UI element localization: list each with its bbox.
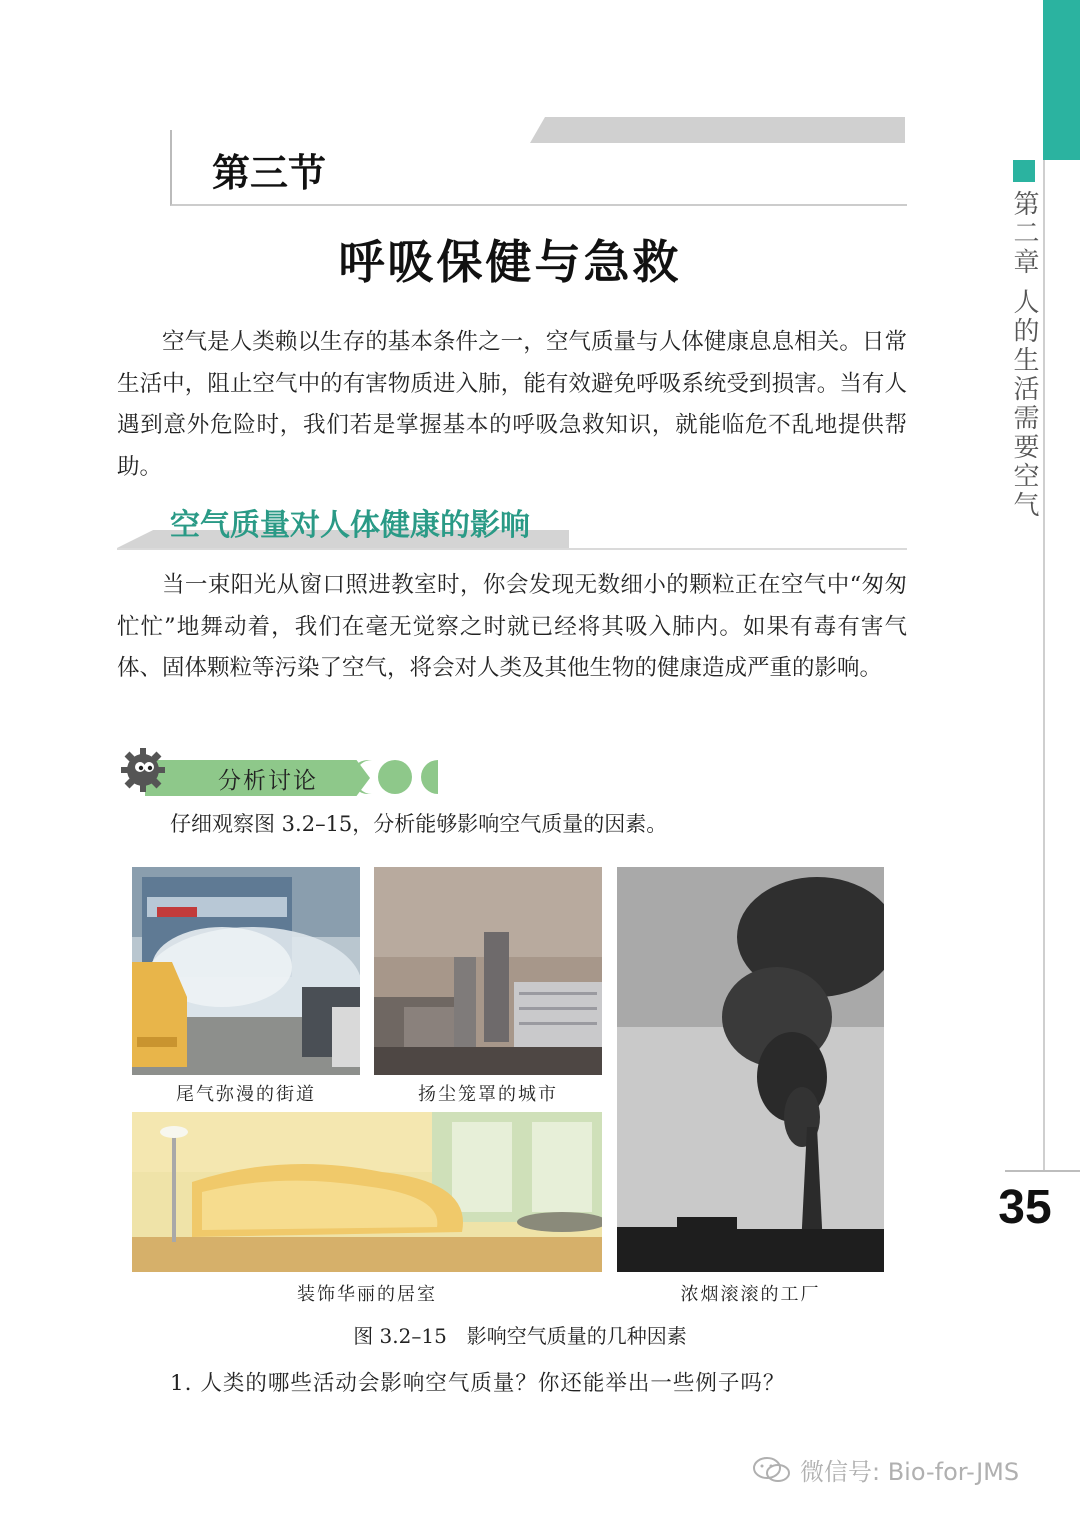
gear-mascot-icon: [118, 745, 168, 795]
chapter-edge-tab: [1043, 0, 1080, 160]
caption-factory: 浓烟滚滚的工厂: [680, 1284, 821, 1305]
caption-room: 装饰华丽的居室: [297, 1284, 437, 1305]
subsection-heading: 空气质量对人体健康的影响: [170, 508, 530, 543]
photo-dusty-city: [374, 867, 602, 1075]
subheading-rule: [117, 548, 907, 550]
wechat-icon: [752, 1455, 792, 1485]
page-title: 呼吸保健与急救: [338, 235, 682, 289]
chapter-marker-square: [1013, 160, 1035, 182]
decorative-dots-icon: [350, 756, 445, 798]
caption-street: 尾气弥漫的街道: [176, 1084, 316, 1105]
watermark-text: 微信号: Bio-for-JMS: [800, 1458, 1020, 1486]
subsection-paragraph: 当一束阳光从窗口照进教室时，你会发现无数细小的颗粒正在空气中“匆匆忙忙”地舞动着，我们在毫无觉察之时就已经将其吸入肺内。如果有毒有害气体、固体颗粒等污染了空气，将会对人类及其他生物的健康造成严重的影响。: [117, 572, 907, 681]
photo-smoking-factory: [617, 867, 884, 1272]
chapter-vertical-title: 第二章 人的生活需要空气: [1009, 190, 1039, 521]
page-number-rule: [1005, 1170, 1080, 1172]
photo-exhaust-street: [132, 867, 360, 1075]
page-number: 35: [998, 1181, 1052, 1234]
intro-paragraph: 空气是人类赖以生存的基本条件之一，空气质量与人体健康息息相关。日常生活中，阻止空气中的有害物质进入肺，能有效避免呼吸系统受到损害。当有人遇到意外危险时，我们若是掌握基本的呼吸急救知识，就能临危不乱地提供帮助。: [117, 329, 907, 480]
photo-decorated-room: [132, 1112, 602, 1272]
discussion-question-1: 1. 人类的哪些活动会影响空气质量？你还能举出一些例子吗？: [170, 1371, 786, 1396]
discussion-label: 分析讨论: [218, 768, 318, 794]
caption-city: 扬尘笼罩的城市: [418, 1084, 558, 1105]
figure-caption: 图 3.2–15 影响空气质量的几种因素: [353, 1324, 687, 1348]
section-label: 第三节: [212, 151, 327, 195]
watermark: [752, 1452, 1019, 1487]
discussion-instruction: 仔细观察图 3.2–15，分析能够影响空气质量的因素。: [170, 812, 668, 836]
